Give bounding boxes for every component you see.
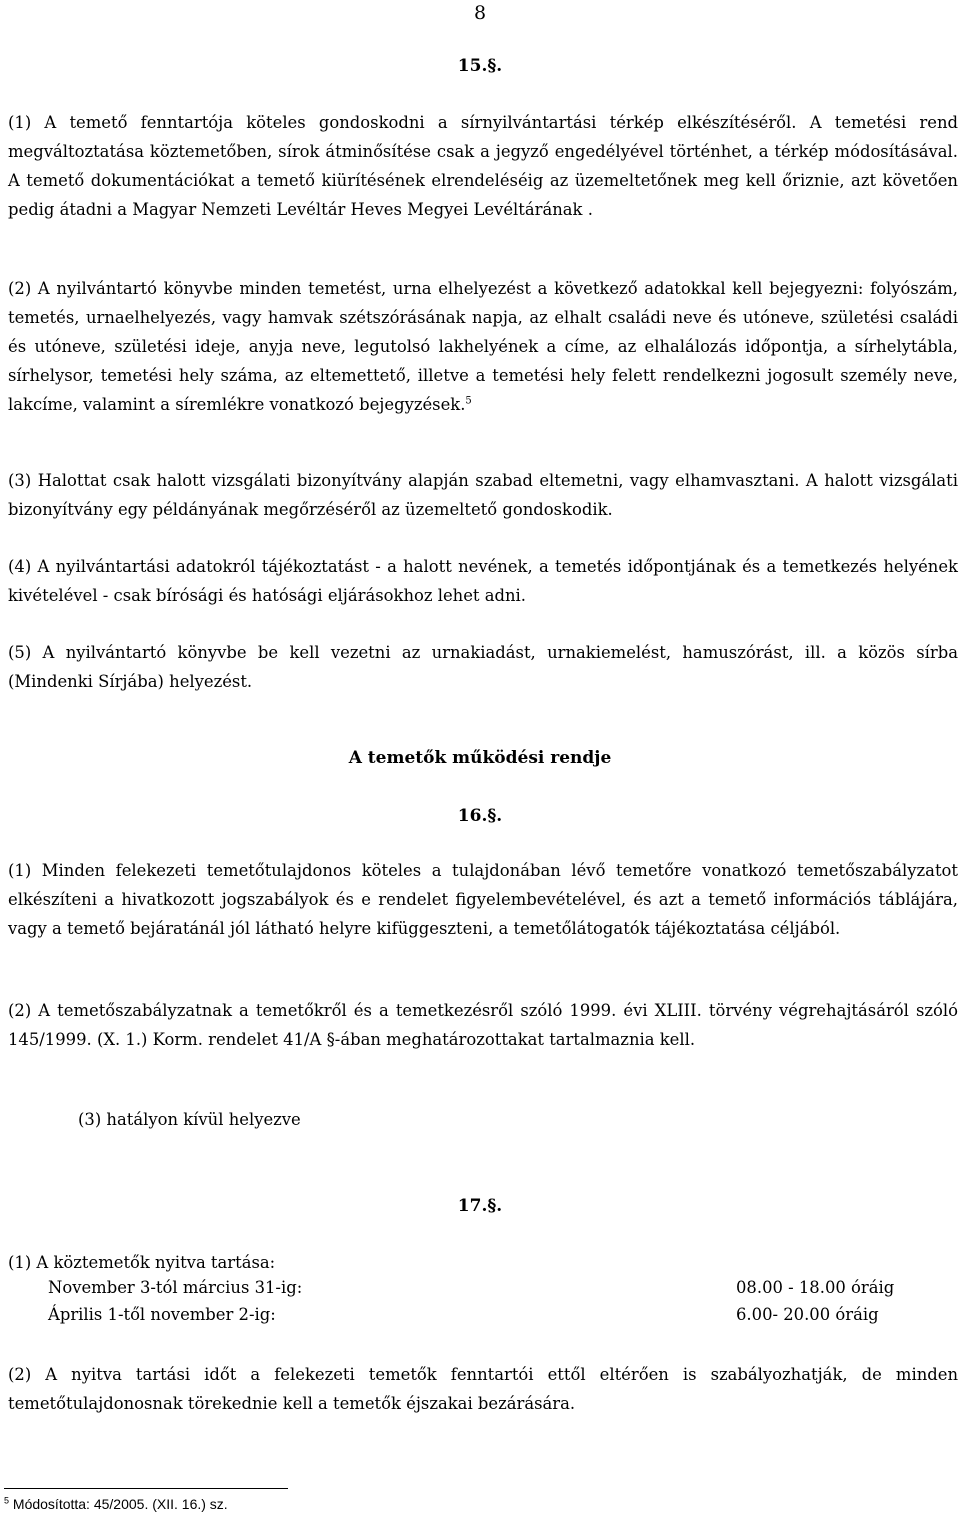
section-15-heading: 15.§.	[457, 56, 503, 76]
opening-time: 6.00- 20.00 óráig	[736, 1305, 879, 1324]
footnote-divider	[4, 1488, 288, 1489]
section-15-paragraph-5: (5) A nyilvántartó könyvbe be kell vezetni az urnakiadást, urnakiemelést, hamuszórást, ill. a közös sírba (Mindenki Sírjába) helyezést.	[8, 643, 958, 691]
section-15-paragraph-1: (1) A temető fenntartója köteles gondoskodni a sírnyilvántartási térkép elkészítéséről. A temetési rend megváltoztatása köztemetőben, sírok átminősítése csak a jegyző engedélyével történhet, a térkép módosításával. A temető dokumentációkat a temető kiürítésének elrendeléséig az üzemeltetőnek meg kell őriznie, azt követően pedig átadni a Magyar Nemzeti Levéltár Heves Megyei Levéltárának .	[8, 113, 958, 219]
section-15-paragraph-2	[8, 274, 958, 419]
opening-period: November 3-tól március 31-ig:	[48, 1278, 303, 1297]
section-16-heading: 16.§.	[457, 806, 503, 826]
footnote-reference: 5	[465, 395, 472, 407]
section-17-heading: 17.§.	[457, 1196, 503, 1216]
section-16-paragraph-2: (2) A temetőszabályzatnak a temetőkről és a temetkezésről szóló 1999. évi XLIII. törvény végrehajtásáról szóló 145/1999. (X. 1.) Korm. rendelet 41/A §-ában meghatározottakat tartalmaznia kell.	[8, 1001, 958, 1049]
opening-time: 08.00 - 18.00 óráig	[736, 1278, 895, 1297]
footnote-marker: 5	[4, 1495, 10, 1506]
section-15-paragraph-4: (4) A nyilvántartási adatokról tájékoztatást - a halott nevének, a temetés időpontjának és a temetkezés helyének kivételével - csak bírósági és hatósági eljárásokhoz lehet adni.	[8, 557, 958, 605]
chapter-title: A temetők működési rendje	[348, 748, 612, 768]
section-17-paragraph-1-intro: (1) A köztemetők nyitva tartása:	[8, 1253, 276, 1272]
section-16-paragraph-1: (1) Minden felekezeti temetőtulajdonos köteles a tulajdonában lévő temetőre vonatkozó temetőszabályzatot elkészíteni a hivatkozott jogszabályok és e rendelet figyelembevételével, és azt a temető információs táblájára, vagy a temető bejáratánál jól látható helyre kifüggeszteni, a temetőlátogatók tájékoztatása céljából.	[8, 861, 958, 938]
section-17-paragraph-2: (2) A nyitva tartási időt a felekezeti temetők fenntartói ettől eltérően is szabályozhatják, de minden temetőtulajdonosnak törekednie kell a temetők éjszakai bezárására.	[8, 1365, 958, 1413]
opening-period: Április 1-től november 2-ig:	[48, 1305, 276, 1324]
section-16-paragraph-3: (3) hatályon kívül helyezve	[78, 1110, 301, 1129]
footnote-text: Módosította: 45/2005. (XII. 16.) sz.	[9, 1496, 228, 1512]
paragraph-2-text: (2) A nyilvántartó könyvbe minden temetést, urna elhelyezést a következő adatokkal kell bejegyezni: folyószám, temetés, urnaelhelyezés, vagy hamvak szétszórásának napja, az elhalt családi neve és utóneve, születési családi és utóneve, születési ideje, anyja neve, legutolsó lakhelyének a címe, az elhalálozás időpontja, a sírhelytábla, sírhelysor, temetési hely száma, az eltemettető, illetve a temetési hely felett rendelkezni jogosult személy neve, lakcíme, valamint a síremlékre vonatkozó bejegyzések.	[8, 279, 958, 414]
footnote	[4, 1496, 228, 1512]
page-number: 8	[473, 2, 487, 24]
section-15-paragraph-3: (3) Halottat csak halott vizsgálati bizonyítvány alapján szabad eltemetni, vagy elhamvasztani. A halott vizsgálati bizonyítvány egy példányának megőrzéséről az üzemeltető gondoskodik.	[8, 471, 958, 519]
